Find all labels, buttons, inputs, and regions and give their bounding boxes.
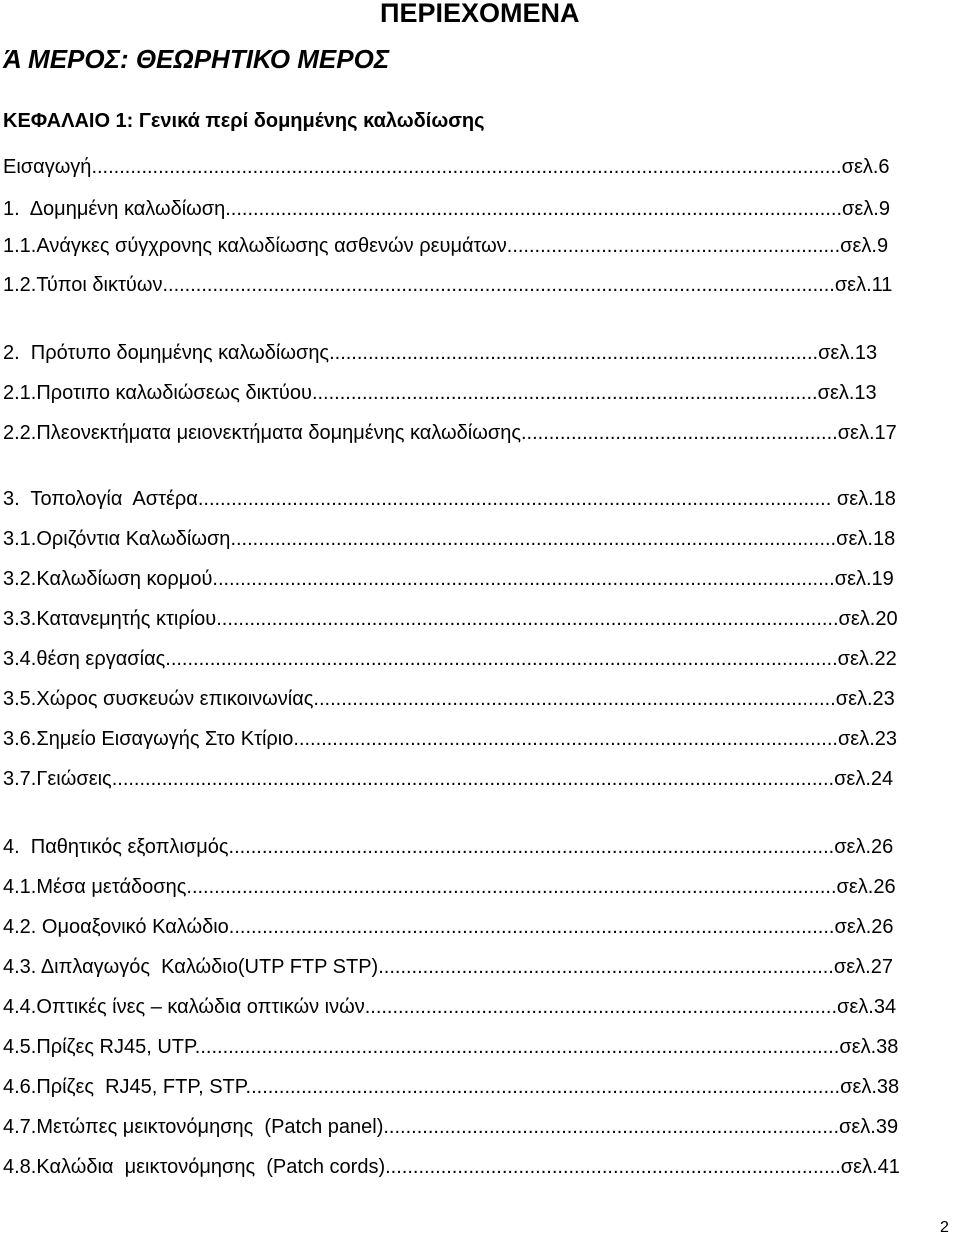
toc-entry-label: 4.3. Διπλαγωγός Καλώδιο(UTP FTP STP) [3, 956, 379, 978]
toc-leader: ............................................................................................................. [228, 836, 835, 858]
toc-entry[interactable] [3, 526, 895, 552]
toc-entry[interactable] [3, 874, 896, 900]
toc-entry-label: 3.5.Χώρος συσκευών επικοινωνίας [3, 688, 314, 710]
toc-entry-page: σελ.9 [840, 235, 889, 257]
toc-entry-page: σελ.22 [837, 648, 897, 670]
toc-leader: ............................................................................................................... [225, 198, 843, 220]
toc-leader: ............................................................................................................. [230, 528, 837, 550]
toc-entry-label: 3.4.θέση εργασίας [3, 648, 166, 670]
toc-leader: .................................................................................................................... [194, 1036, 840, 1058]
toc-entry-page: σελ.18 [831, 488, 896, 510]
toc-entry[interactable] [3, 1074, 899, 1100]
toc-entry-label: 4.1.Μέσα μετάδοσης [3, 876, 187, 898]
toc-entry-label: 4.8.Καλώδια μεικτονόμησης (Patch cords) [3, 1156, 386, 1178]
toc-entry[interactable] [3, 486, 896, 512]
toc-entry-label: 3. Τοπολογία Αστέρα [3, 488, 198, 510]
toc-entry[interactable] [3, 340, 877, 366]
toc-leader: .................................................................................................. [293, 728, 838, 750]
toc-entry-label: 4.6.Πρίζες RJ45, FTP, STP [3, 1076, 246, 1098]
toc-entry[interactable] [3, 726, 897, 752]
chapter-title: ΚΕΦΑΛΑΙΟ 1: Γενικά περί δομημένης καλωδίωσης [3, 110, 485, 132]
toc-entry-label: 2.2.Πλεονεκτήματα μειονεκτήματα δομημένης καλωδίωσης [3, 422, 521, 444]
toc-leader: .................................................................................................................. [197, 488, 832, 510]
toc-entry-page: σελ.20 [838, 608, 898, 630]
toc-entry-page: σελ.34 [837, 996, 897, 1018]
toc-entry-page: σελ.26 [836, 876, 896, 898]
toc-entry-label: 1.1.Ανάγκες σύγχρονης καλωδίωσης ασθενών ρευμάτων [3, 235, 507, 257]
toc-entry[interactable] [3, 1154, 900, 1180]
toc-leader: ......................................................... [520, 422, 838, 444]
toc-entry-label: Εισαγωγή [3, 156, 92, 178]
toc-leader: .................................................................................................................................. [111, 768, 835, 790]
toc-leader: ........................................................................................................... [245, 1076, 841, 1098]
toc-entry[interactable] [3, 954, 893, 980]
toc-entry-page: σελ.27 [833, 956, 893, 978]
toc-entry-page: σελ.13 [817, 382, 877, 404]
part-title: Ά ΜΕΡΟΣ: ΘΕΩΡΗΤΙΚΟ ΜΕΡΟΣ [3, 44, 390, 74]
toc-entry-label: 3.7.Γειώσεις [3, 768, 112, 790]
toc-entry-page: σελ.41 [840, 1156, 900, 1178]
page-title: ΠΕΡΙΕΧΟΜΕΝΑ [380, 0, 580, 28]
toc-entry-label: 1.2.Τύποι δικτύων [3, 274, 163, 296]
toc-leader: .................................................................................. [383, 1116, 840, 1138]
toc-leader: .............................................................................................. [313, 688, 836, 710]
toc-entry-page: σελ.39 [839, 1116, 899, 1138]
toc-leader: ......................................................................................................................... [165, 648, 838, 670]
toc-entry-page: σελ.38 [840, 1076, 900, 1098]
toc-leader: ..................................................................................................................... [186, 876, 837, 898]
toc-entry-page: σελ.23 [835, 688, 895, 710]
toc-entry-label: 4. Παθητικός εξοπλισμός [3, 836, 229, 858]
toc-entry-label: 2. Πρότυπο δομημένης καλωδίωσης [3, 342, 330, 364]
toc-entry[interactable] [3, 606, 898, 632]
toc-entry-label: 4.2. Ομοαξονικό Καλώδιο [3, 916, 229, 938]
toc-entry[interactable] [3, 272, 892, 298]
toc-entry[interactable] [3, 834, 893, 860]
toc-entry-page: σελ.24 [834, 768, 894, 790]
toc-entry[interactable] [3, 233, 888, 259]
toc-leader: ........................................................................................ [329, 342, 819, 364]
toc-entry-label: 3.6.Σημείο Εισαγωγής Στο Κτίριο [3, 728, 294, 750]
toc-entry[interactable] [3, 766, 893, 792]
toc-entry[interactable] [3, 914, 894, 940]
toc-leader: ....................................................................................................................................... [91, 156, 842, 178]
toc-entry-page: σελ.26 [834, 916, 894, 938]
toc-entry-label: 2.1.Προτιπο καλωδιώσεως δικτύου [3, 382, 312, 404]
toc-entry-page: σελ.11 [834, 274, 893, 296]
toc-entry-page: σελ.9 [842, 198, 890, 220]
page-number: 2 [940, 1219, 949, 1236]
toc-entry-page: σελ.38 [839, 1036, 899, 1058]
toc-entry-label: 4.7.Μετώπες μεικτονόμησης (Patch panel) [3, 1116, 384, 1138]
toc-entry[interactable] [3, 994, 896, 1020]
toc-entry[interactable] [3, 646, 897, 672]
toc-entry[interactable] [3, 566, 894, 592]
toc-entry-label: 3.2.Καλωδίωση κορμού [3, 568, 213, 590]
toc-entry-page: σελ.13 [818, 342, 878, 364]
toc-entry[interactable] [3, 686, 895, 712]
toc-leader: ................................................................................... [375, 996, 838, 1018]
toc-leader: ................................................................................................................ [216, 608, 839, 630]
toc-entry-label: 3.1.Οριζόντια Καλωδίωση [3, 528, 231, 550]
toc-leader: ............................................................................................................. [228, 916, 835, 938]
toc-entry[interactable] [3, 1114, 898, 1140]
toc-entry-page: σελ.6 [841, 156, 890, 178]
toc-leader: ................................................................................................................ [212, 568, 835, 590]
toc-entry-page: σελ.26 [834, 836, 894, 858]
toc-entry-page: σελ.17 [837, 422, 897, 444]
toc-entry-page: σελ.18 [836, 528, 896, 550]
toc-entry[interactable] [3, 420, 897, 446]
toc-leader: ......................................................................................................................... [162, 274, 835, 296]
toc-leader: .................................................................................. [385, 1156, 841, 1178]
toc-entry-label: 4.5.Πρίζες RJ45, UTP [3, 1036, 195, 1058]
toc-leader: ............................................................ [506, 235, 841, 257]
toc-entry[interactable] [3, 196, 890, 222]
toc-entry[interactable] [3, 154, 890, 180]
toc-entry-label: 1. Δομημένη καλωδίωση [3, 198, 226, 220]
toc-entry[interactable] [3, 380, 877, 406]
toc-leader: ........................................................................................... [311, 382, 818, 404]
toc-entry-page: σελ.23 [837, 728, 897, 750]
toc-entry-page: σελ.19 [834, 568, 894, 590]
toc-entry-label: 4.4.Οπτικές ίνες – καλώδια οπτικών ινών.. [3, 996, 376, 1018]
toc-entry[interactable] [3, 1034, 898, 1060]
toc-leader: .................................................................................. [378, 956, 834, 978]
toc-entry-label: 3.3.Κατανεμητής κτιρίου [3, 608, 217, 630]
